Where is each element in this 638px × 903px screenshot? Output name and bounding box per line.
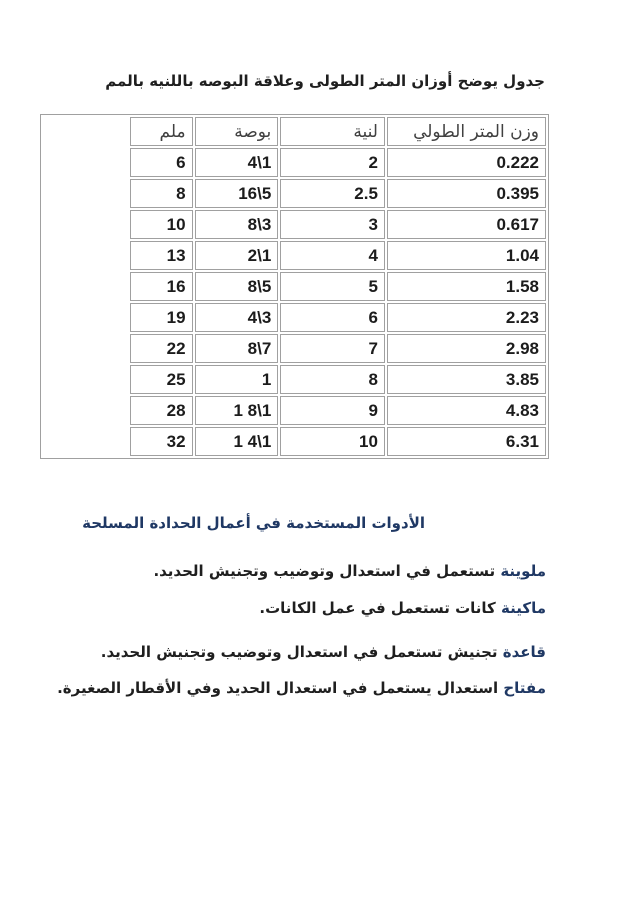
tools-heading: الأدوات المستخدمة في أعمال الحدادة المسلحة [82, 514, 425, 532]
cell-mm: 32 [130, 427, 193, 456]
cell-weight: 0.617 [387, 210, 546, 239]
tool-name: مفتاح [503, 679, 546, 697]
cell-weight: 3.85 [387, 365, 546, 394]
cell-inch: 1 [195, 365, 279, 394]
cell-mm: 13 [130, 241, 193, 270]
tool-item [259, 599, 546, 617]
cell-mm: 22 [130, 334, 193, 363]
cell-lineh: 8 [280, 365, 385, 394]
cell-inch: 8\5 [195, 272, 279, 301]
tool-item [101, 643, 546, 661]
tool-description: كانات تستعمل في عمل الكانات. [259, 599, 501, 617]
cell-lineh: 9 [280, 396, 385, 425]
tool-name: قاعدة [502, 643, 546, 661]
cell-inch: 16\5 [195, 179, 279, 208]
empty-cell [43, 396, 128, 425]
tool-item [153, 562, 546, 580]
tool-description: استعدال يستعمل في استعدال الحديد وفي الأقطار الصغيرة. [57, 679, 504, 697]
cell-lineh: 6 [280, 303, 385, 332]
header-mm: ملم [130, 117, 193, 146]
cell-weight: 0.395 [387, 179, 546, 208]
cell-inch: 4\1 [195, 148, 279, 177]
empty-cell [43, 179, 128, 208]
table-row [43, 396, 546, 425]
header-lineh: لنية [280, 117, 385, 146]
cell-weight: 1.04 [387, 241, 546, 270]
rebar-weight-table [40, 114, 549, 459]
cell-mm: 16 [130, 272, 193, 301]
cell-weight: 2.98 [387, 334, 546, 363]
cell-weight: 4.83 [387, 396, 546, 425]
empty-cell [43, 210, 128, 239]
cell-lineh: 5 [280, 272, 385, 301]
empty-cell [43, 427, 128, 456]
empty-cell [43, 117, 128, 146]
cell-mm: 10 [130, 210, 193, 239]
cell-weight: 6.31 [387, 427, 546, 456]
cell-weight: 1.58 [387, 272, 546, 301]
tool-name: ملوينة [500, 562, 546, 580]
empty-cell [43, 148, 128, 177]
cell-lineh: 10 [280, 427, 385, 456]
table-row [43, 365, 546, 394]
table-row [43, 272, 546, 301]
cell-mm: 6 [130, 148, 193, 177]
empty-cell [43, 241, 128, 270]
header-weight: وزن المتر الطولي [387, 117, 546, 146]
table-row [43, 334, 546, 363]
empty-cell [43, 365, 128, 394]
cell-inch: 4\3 [195, 303, 279, 332]
table-row [43, 179, 546, 208]
tool-description: تستعمل في استعدال وتوضيب وتجنيش الحديد. [153, 562, 501, 580]
table-row [43, 210, 546, 239]
table-row [43, 427, 546, 456]
header-inch: بوصة [195, 117, 279, 146]
table-row [43, 241, 546, 270]
tool-item [57, 679, 546, 697]
cell-lineh: 7 [280, 334, 385, 363]
cell-lineh: 2 [280, 148, 385, 177]
table-header-row [43, 117, 546, 146]
cell-inch: 8\3 [195, 210, 279, 239]
tool-name: ماكينة [501, 599, 546, 617]
empty-cell [43, 272, 128, 301]
cell-inch: 8\7 [195, 334, 279, 363]
cell-inch: 2\1 [195, 241, 279, 270]
table-row [43, 148, 546, 177]
document-title: جدول يوضح أوزان المتر الطولى وعلاقة البوصه باللنيه بالمم [105, 72, 545, 90]
cell-inch: 1 4\1 [195, 427, 279, 456]
cell-mm: 8 [130, 179, 193, 208]
cell-mm: 19 [130, 303, 193, 332]
cell-lineh: 3 [280, 210, 385, 239]
cell-mm: 25 [130, 365, 193, 394]
cell-mm: 28 [130, 396, 193, 425]
cell-weight: 0.222 [387, 148, 546, 177]
cell-weight: 2.23 [387, 303, 546, 332]
cell-lineh: 2.5 [280, 179, 385, 208]
cell-inch: 1 8\1 [195, 396, 279, 425]
table-row [43, 303, 546, 332]
tool-description: تجنيش تستعمل في استعدال وتوضيب وتجنيش الحديد. [100, 643, 503, 661]
empty-cell [43, 303, 128, 332]
empty-cell [43, 334, 128, 363]
cell-lineh: 4 [280, 241, 385, 270]
